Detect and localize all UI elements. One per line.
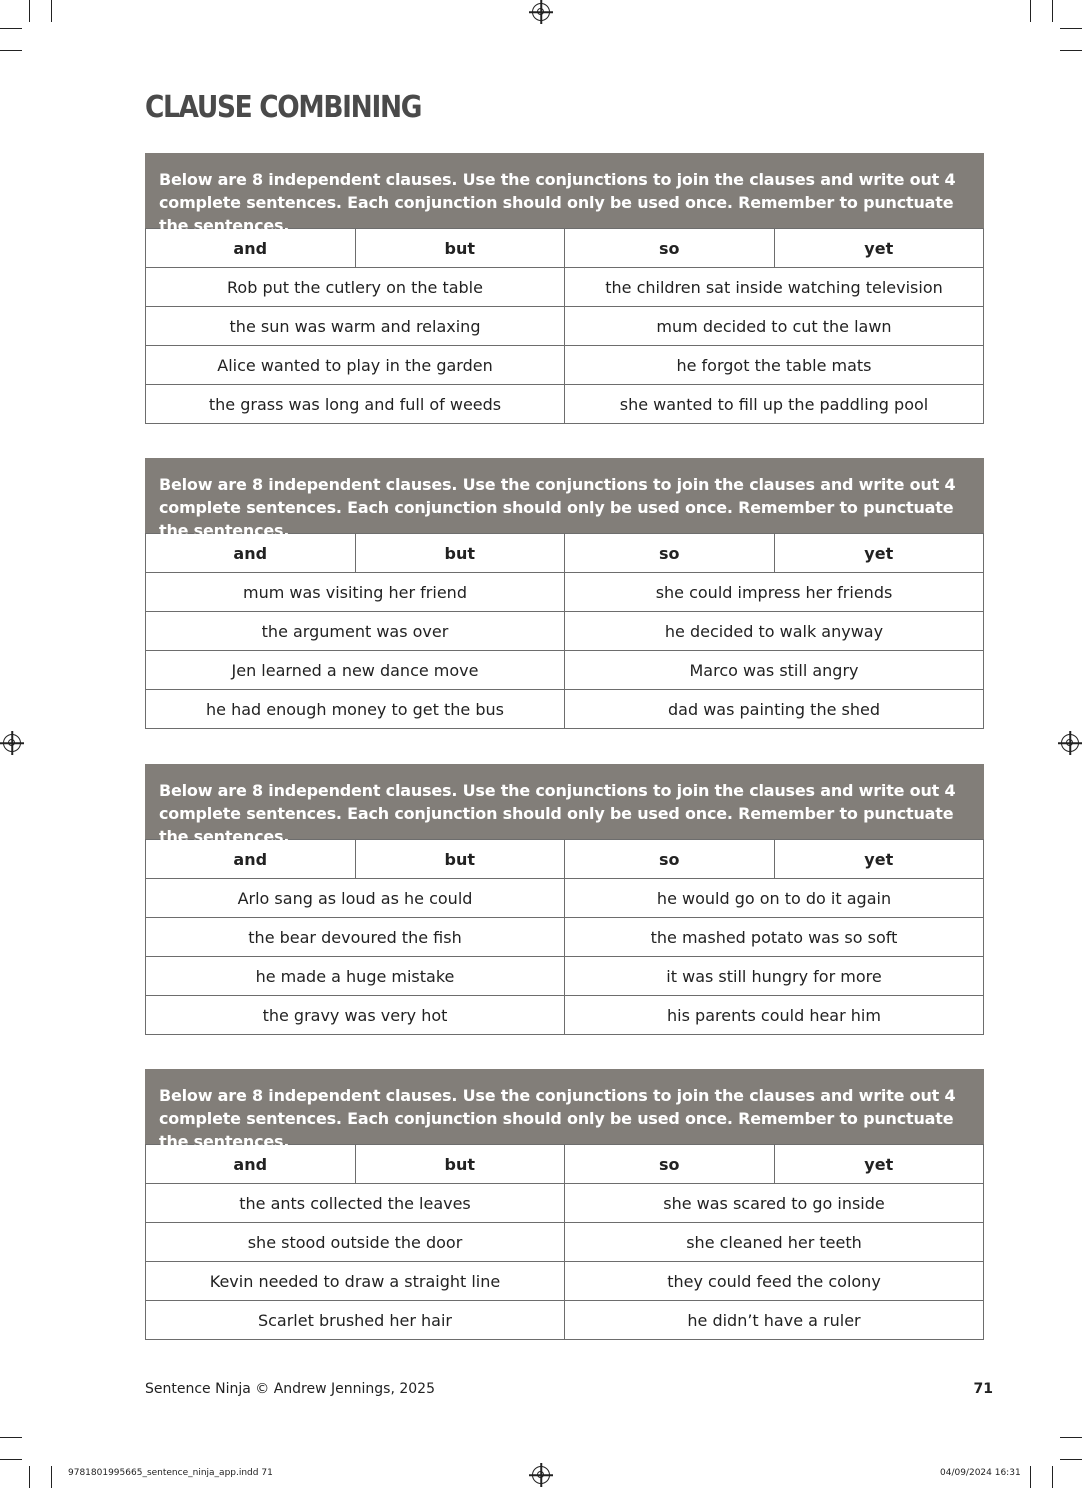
clause-cell: the ants collected the leaves [146,1184,565,1223]
clause-cell: Kevin needed to draw a straight line [146,1262,565,1301]
clause-cell: the sun was warm and relaxing [146,307,565,346]
table-row [146,1184,984,1223]
clause-cell: Marco was still angry [565,651,984,690]
crop-mark [1030,0,1031,22]
table-row [146,996,984,1035]
table-row [146,879,984,918]
crop-mark [1060,28,1082,29]
conjunction-cell: but [355,840,565,879]
clause-cell: it was still hungry for more [565,957,984,996]
table-row [146,573,984,612]
conjunction-cell: so [565,534,775,573]
crop-mark [1060,50,1082,51]
clause-cell: she was scared to go inside [565,1184,984,1223]
clause-cell: the children sat inside watching television [565,268,984,307]
instruction-box: Below are 8 independent clauses. Use the conjunctions to join the clauses and write out 4 complete sentences. Each conjunction should only be used once. Remember to punctuate the sentences. [145,153,984,228]
crop-mark [1030,1466,1031,1488]
conjunction-cell: and [146,229,356,268]
instruction-box: Below are 8 independent clauses. Use the conjunctions to join the clauses and write out 4 complete sentences. Each conjunction should only be used once. Remember to punctuate the sentences. [145,764,984,839]
clause-cell: Scarlet brushed her hair [146,1301,565,1340]
clause-cell: he would go on to do it again [565,879,984,918]
clause-cell: his parents could hear him [565,996,984,1035]
footer-copyright: Sentence Ninja © Andrew Jennings, 2025 [145,1381,435,1397]
clause-cell: the argument was over [146,612,565,651]
conjunction-cell: and [146,534,356,573]
clause-cell: the mashed potato was so soft [565,918,984,957]
clause-cell: dad was painting the shed [565,690,984,729]
instruction-box: Below are 8 independent clauses. Use the conjunctions to join the clauses and write out 4 complete sentences. Each conjunction should only be used once. Remember to punctuate the sentences. [145,1069,984,1144]
clause-cell: he had enough money to get the bus [146,690,565,729]
clause-cell: he made a huge mistake [146,957,565,996]
table-row [146,268,984,307]
clause-cell: Rob put the cutlery on the table [146,268,565,307]
registration-mark-icon [3,734,21,752]
clause-cell: mum was visiting her friend [146,573,565,612]
clause-cell: Arlo sang as loud as he could [146,879,565,918]
conjunction-cell: so [565,840,775,879]
exercise-1 [145,153,984,424]
crop-mark [1052,0,1053,22]
conjunction-cell: and [146,840,356,879]
registration-mark-icon [532,3,550,21]
clause-cell: the grass was long and full of weeds [146,385,565,424]
crop-mark [29,0,30,22]
conjunction-cell: and [146,1145,356,1184]
conjunction-cell: yet [774,1145,984,1184]
clause-cell: he decided to walk anyway [565,612,984,651]
registration-mark-icon [532,1466,550,1484]
clause-cell: he forgot the table mats [565,346,984,385]
table-row [146,346,984,385]
conjunction-cell: so [565,1145,775,1184]
clause-table [145,533,984,729]
table-row [146,957,984,996]
clause-cell: Alice wanted to play in the garden [146,346,565,385]
exercise-4 [145,1069,984,1340]
crop-mark [0,28,22,29]
conjunction-cell: but [355,534,565,573]
crop-mark [0,1437,22,1438]
conjunction-cell: yet [774,534,984,573]
conjunction-cell: but [355,1145,565,1184]
table-row [146,1262,984,1301]
table-row [146,918,984,957]
conjunction-cell: so [565,229,775,268]
clause-cell: she cleaned her teeth [565,1223,984,1262]
table-row [146,1223,984,1262]
clause-cell: he didn’t have a ruler [565,1301,984,1340]
table-row [146,612,984,651]
instruction-box: Below are 8 independent clauses. Use the conjunctions to join the clauses and write out 4 complete sentences. Each conjunction should only be used once. Remember to punctuate the sentences. [145,458,984,533]
exercise-3 [145,764,984,1035]
table-row [146,651,984,690]
clause-cell: the gravy was very hot [146,996,565,1035]
conjunction-cell: yet [774,840,984,879]
crop-mark [51,1466,52,1488]
page-title: CLAUSE COMBINING [145,90,422,125]
slug-datetime: 04/09/2024 16:31 [940,1468,1021,1478]
conjunction-cell: yet [774,229,984,268]
slug-file-info: 9781801995665_sentence_ninja_app.indd 71 [68,1468,273,1478]
table-row [146,1301,984,1340]
crop-mark [1060,1437,1082,1438]
crop-mark [0,50,22,51]
clause-table [145,228,984,424]
clause-cell: she stood outside the door [146,1223,565,1262]
registration-mark-icon [1061,734,1079,752]
clause-table [145,839,984,1035]
page-number: 71 [973,1381,993,1397]
crop-mark [0,1459,22,1460]
table-row [146,307,984,346]
crop-mark [1052,1466,1053,1488]
clause-cell: the bear devoured the fish [146,918,565,957]
conjunction-cell: but [355,229,565,268]
table-row [146,690,984,729]
clause-cell: mum decided to cut the lawn [565,307,984,346]
crop-mark [1060,1459,1082,1460]
clause-cell: Jen learned a new dance move [146,651,565,690]
crop-mark [51,0,52,22]
exercise-2 [145,458,984,729]
clause-cell: they could feed the colony [565,1262,984,1301]
table-row [146,385,984,424]
clause-cell: she could impress her friends [565,573,984,612]
clause-cell: she wanted to fill up the paddling pool [565,385,984,424]
clause-table [145,1144,984,1340]
crop-mark [29,1466,30,1488]
